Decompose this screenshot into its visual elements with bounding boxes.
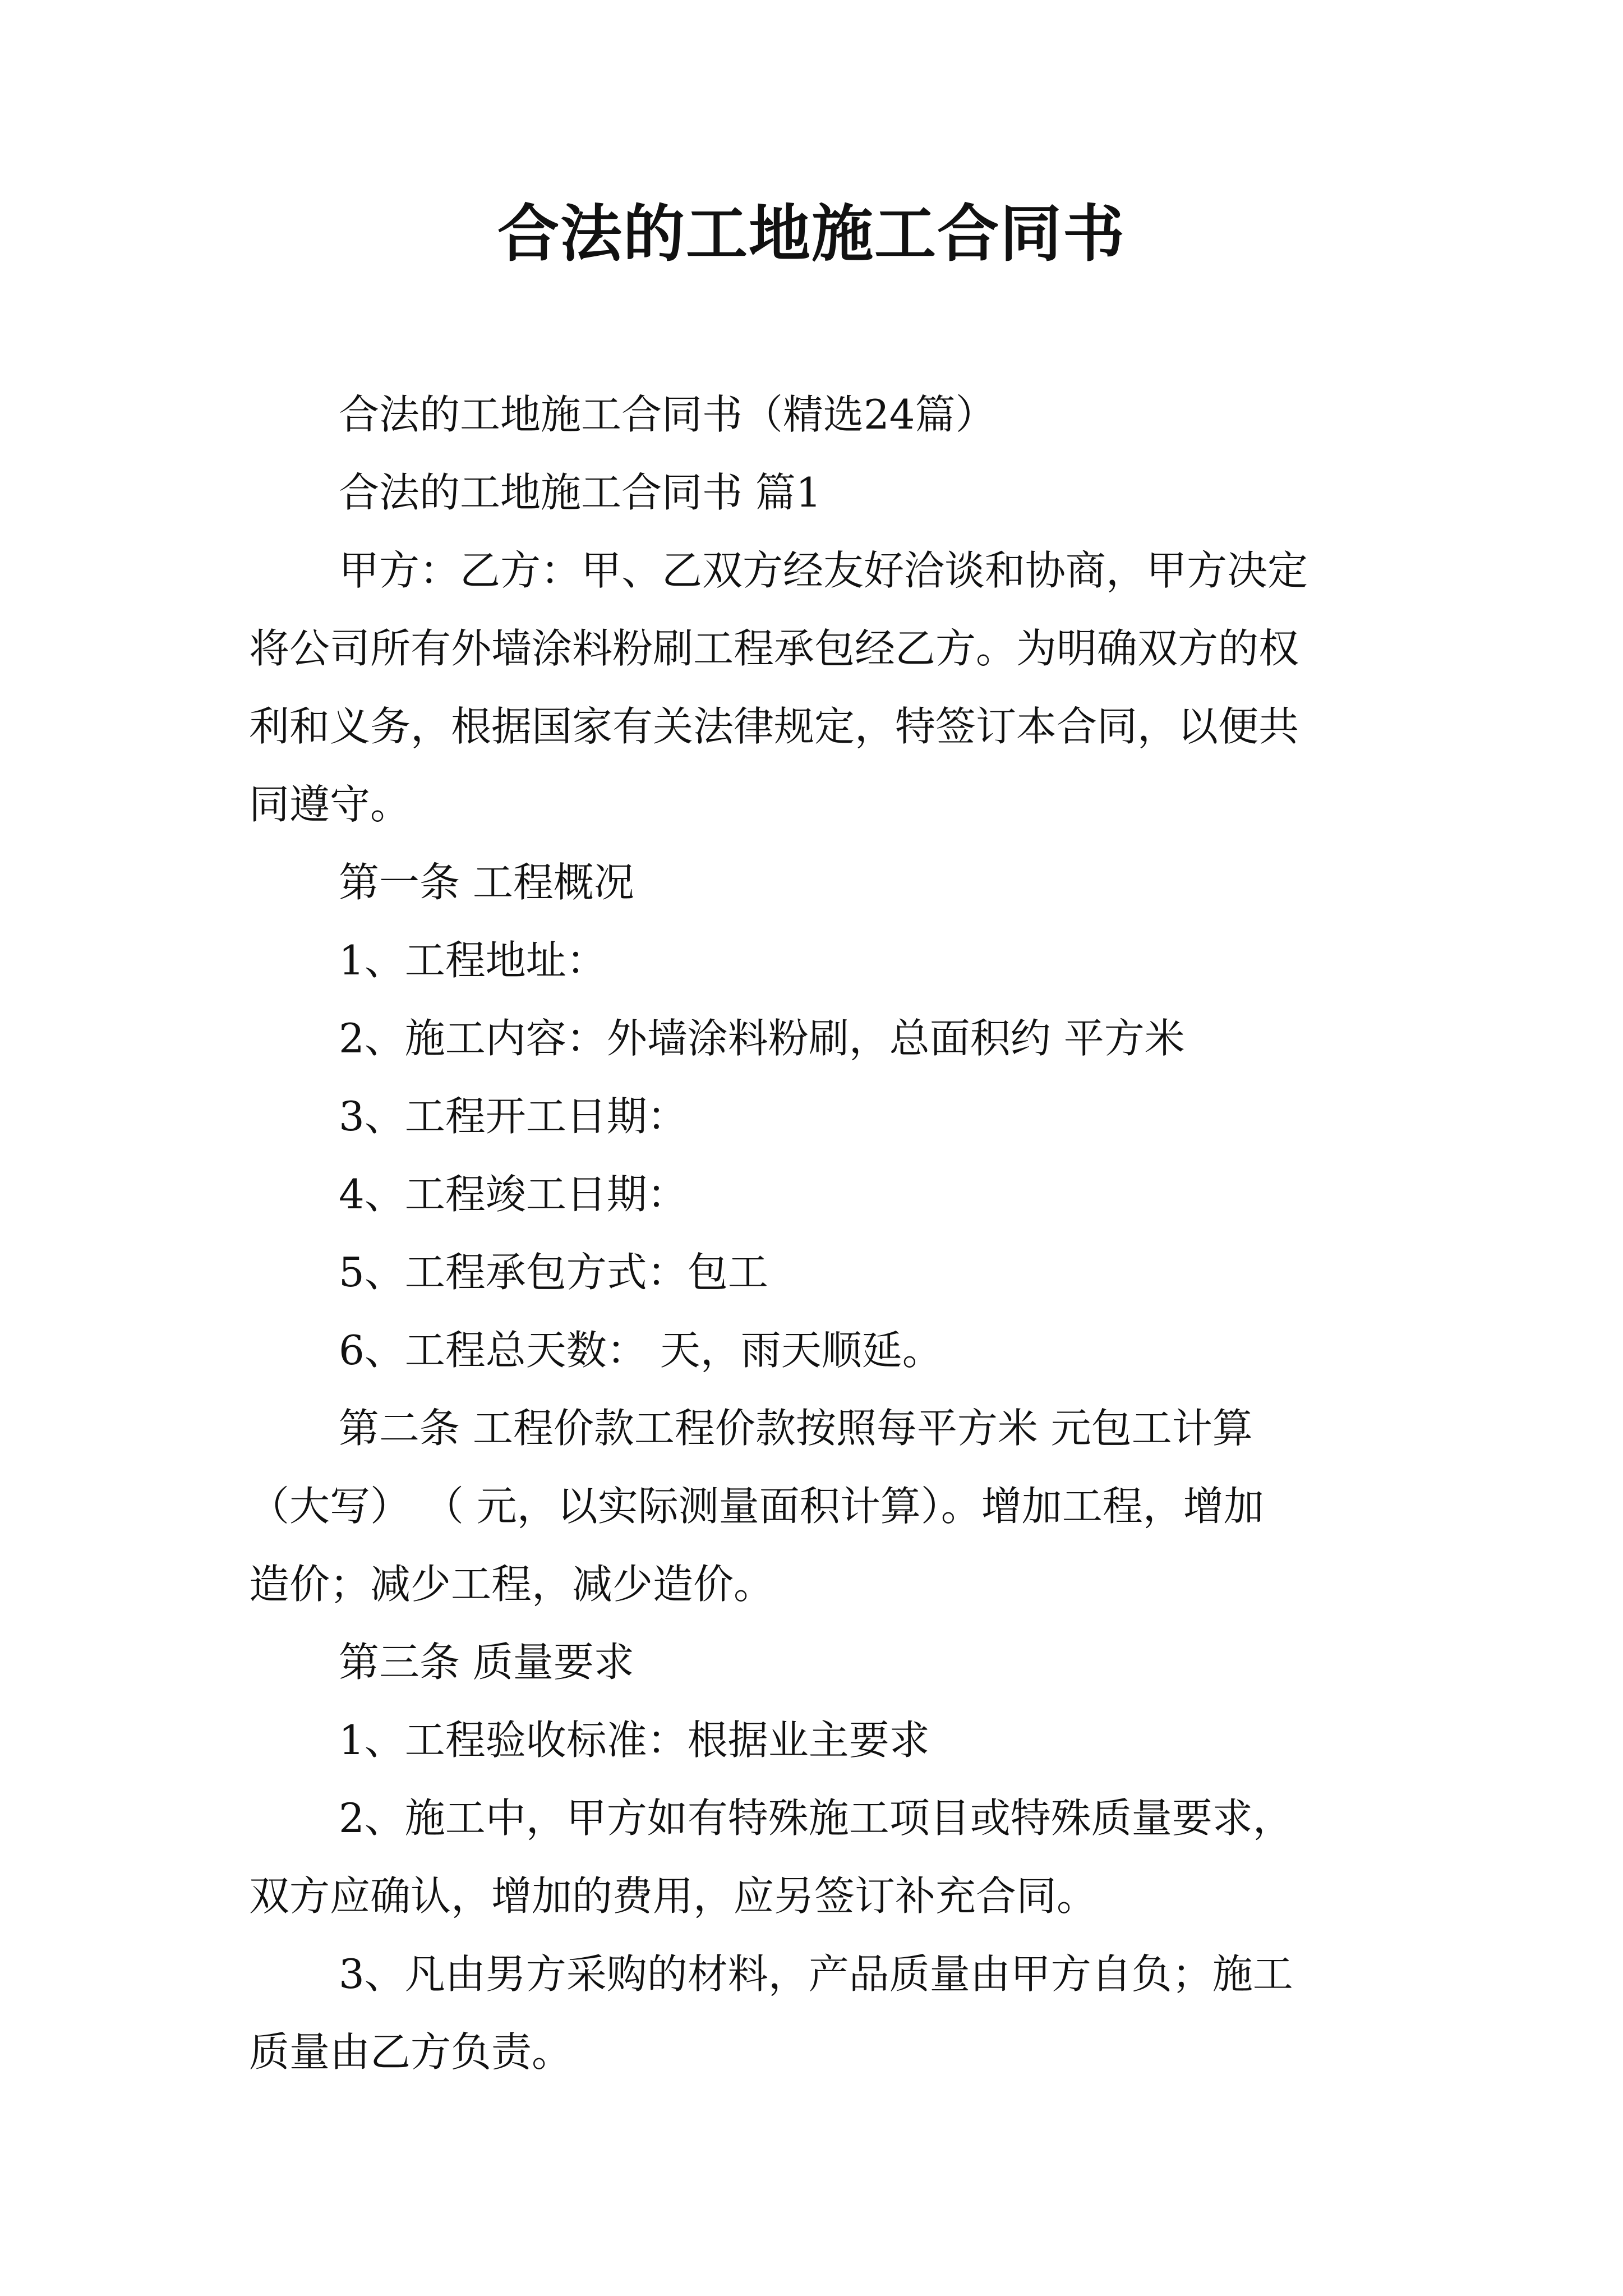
text-line: （大写） （ 元，以实际测量面积计算）。增加工程，增加	[249, 1483, 1264, 1530]
text-line: 双方应确认，增加的费用，应另签订补充合同。	[249, 1872, 1098, 1920]
text-line: 1、工程验收标准：根据业主要求	[339, 1717, 930, 1764]
text-line: 第一条 工程概况	[339, 859, 634, 906]
text-line: 甲方：乙方：甲、乙双方经友好洽谈和协商，甲方决定	[339, 547, 1308, 594]
text-line: 3、凡由男方采购的材料，产品质量由甲方自负；施工	[339, 1950, 1293, 1998]
text-line: 2、施工中，甲方如有特殊施工项目或特殊质量要求，	[339, 1795, 1293, 1842]
text-line: 3、工程开工日期：	[339, 1093, 688, 1140]
text-line: 合法的工地施工合同书 篇1	[339, 469, 822, 516]
text-line: 合法的工地施工合同书（精选24篇）	[339, 391, 996, 438]
text-line: 同遵守。	[249, 781, 411, 828]
text-line: 6、工程总天数： 天，雨天顺延。	[339, 1327, 943, 1374]
text-line: 2、施工内容：外墙涂料粉刷，总面积约 平方米	[339, 1015, 1185, 1062]
text-line: 第三条 质量要求	[339, 1639, 634, 1686]
text-line: 1、工程地址：	[339, 937, 607, 984]
text-line: 利和义务，根据国家有关法律规定，特签订本合同，以便共	[249, 703, 1299, 750]
document-title: 合法的工地施工合同书	[497, 197, 1126, 270]
text-line: 第二条 工程价款工程价款按照每平方米 元包工计算	[339, 1405, 1253, 1452]
text-line: 将公司所有外墙涂料粉刷工程承包经乙方。为明确双方的权	[249, 625, 1299, 672]
text-line: 质量由乙方负责。	[249, 2028, 573, 2076]
text-line: 造价；减少工程，减少造价。	[249, 1561, 774, 1608]
text-line: 4、工程竣工日期：	[339, 1171, 688, 1218]
text-line: 5、工程承包方式：包工	[339, 1249, 768, 1296]
